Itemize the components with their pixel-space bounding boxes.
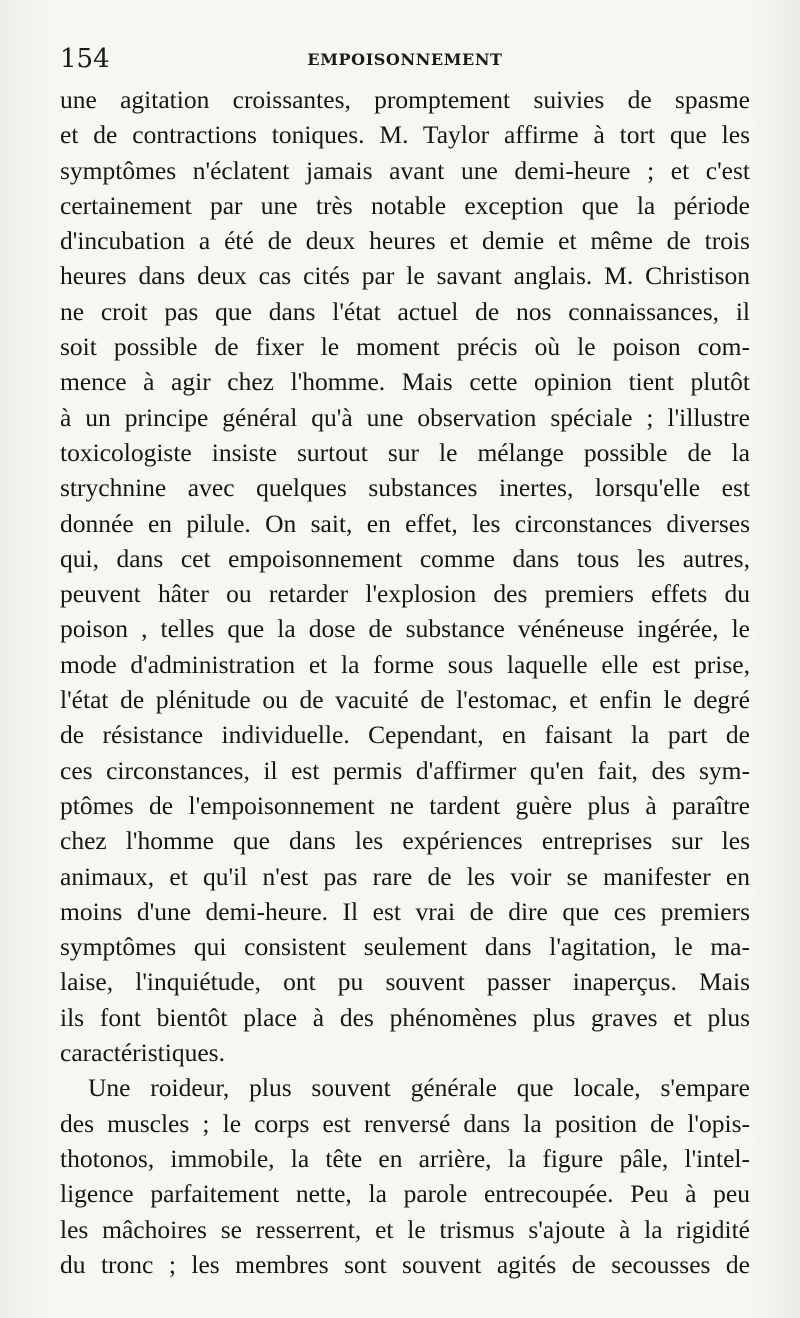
text-line: mence à agir chez l'homme. Mais cette opinion tient plutôt xyxy=(60,367,750,397)
text-line: et de contractions toniques. M. Taylor affirme à tort que les xyxy=(60,120,750,150)
text-line: strychnine avec quelques substances inertes, lorsqu'elle est xyxy=(60,473,750,503)
text-line: toxicologiste insiste surtout sur le mélange possible de la xyxy=(60,437,750,467)
text-line: ptômes de l'empoisonnement ne tardent guère plus à paraître xyxy=(60,790,750,820)
text-line: poison , telles que la dose de substance vénéneuse ingérée, le xyxy=(60,614,750,644)
text-line: symptômes qui consistent seulement dans l'agitation, le ma- xyxy=(60,932,750,962)
text-line: les mâchoires se resserrent, et le trismus s'ajoute à la rigidité xyxy=(60,1214,750,1244)
paragraph xyxy=(60,82,750,1070)
text-line: animaux, et qu'il n'est pas rare de les voir se manifester en xyxy=(60,861,750,891)
text-line: ne croit pas que dans l'état actuel de nos connaissances, il xyxy=(60,296,750,326)
text-line: caractéristiques. xyxy=(60,1038,225,1068)
text-line: de résistance individuelle. Cependant, en faisant la part de xyxy=(60,720,750,750)
text-line: moins d'une demi-heure. Il est vrai de dire que ces premiers xyxy=(60,896,750,926)
page-header xyxy=(60,40,750,80)
text-line: peuvent hâter ou retarder l'explosion des premiers effets du xyxy=(60,579,750,609)
text-line: ils font bientôt place à des phénomènes plus graves et plus xyxy=(60,1002,750,1032)
text-line: l'état de plénitude ou de vacuité de l'estomac, et enfin le degré xyxy=(60,685,750,715)
running-title: EMPOISONNEMENT xyxy=(307,50,503,69)
text-line: chez l'homme que dans les expériences entreprises sur les xyxy=(60,826,750,856)
text-line: qui, dans cet empoisonnement comme dans tous les autres, xyxy=(60,543,750,573)
text-line: symptômes n'éclatent jamais avant une demi-heure ; et c'est xyxy=(60,155,750,185)
text-line: heures dans deux cas cités par le savant anglais. M. Christison xyxy=(60,261,750,291)
paragraph xyxy=(60,1070,750,1282)
text-line: donnée en pilule. On sait, en effet, les circonstances diverses xyxy=(60,508,750,538)
page-number: 154 xyxy=(60,44,110,74)
text-line: mode d'administration et la forme sous laquelle elle est prise, xyxy=(60,649,750,679)
text-line: du tronc ; les membres sont souvent agités de secousses de xyxy=(60,1249,750,1279)
text-line: soit possible de fixer le moment précis où le poison com- xyxy=(60,332,750,362)
text-line: une agitation croissantes, promptement suivies de spasme xyxy=(60,85,750,114)
text-line: laise, l'inquiétude, ont pu souvent passer inaperçus. Mais xyxy=(60,967,750,997)
text-line: des muscles ; le corps est renversé dans la position de l'opis- xyxy=(60,1108,750,1138)
text-line: à un principe général qu'à une observation spéciale ; l'illustre xyxy=(60,402,750,432)
text-line: certainement par une très notable exception que la période xyxy=(60,190,750,220)
text-line: Une roideur, plus souvent générale que locale, s'empare xyxy=(88,1073,750,1103)
text-line: ligence parfaitement nette, la parole entrecoupée. Peu à peu xyxy=(60,1179,750,1209)
text-line: d'incubation a été de deux heures et demie et même de trois xyxy=(60,226,750,256)
text-line: thotonos, immobile, la tête en arrière, la figure pâle, l'intel- xyxy=(60,1143,750,1173)
body-text xyxy=(60,82,750,1282)
text-line: ces circonstances, il est permis d'affirmer qu'en fait, des sym- xyxy=(60,755,750,785)
